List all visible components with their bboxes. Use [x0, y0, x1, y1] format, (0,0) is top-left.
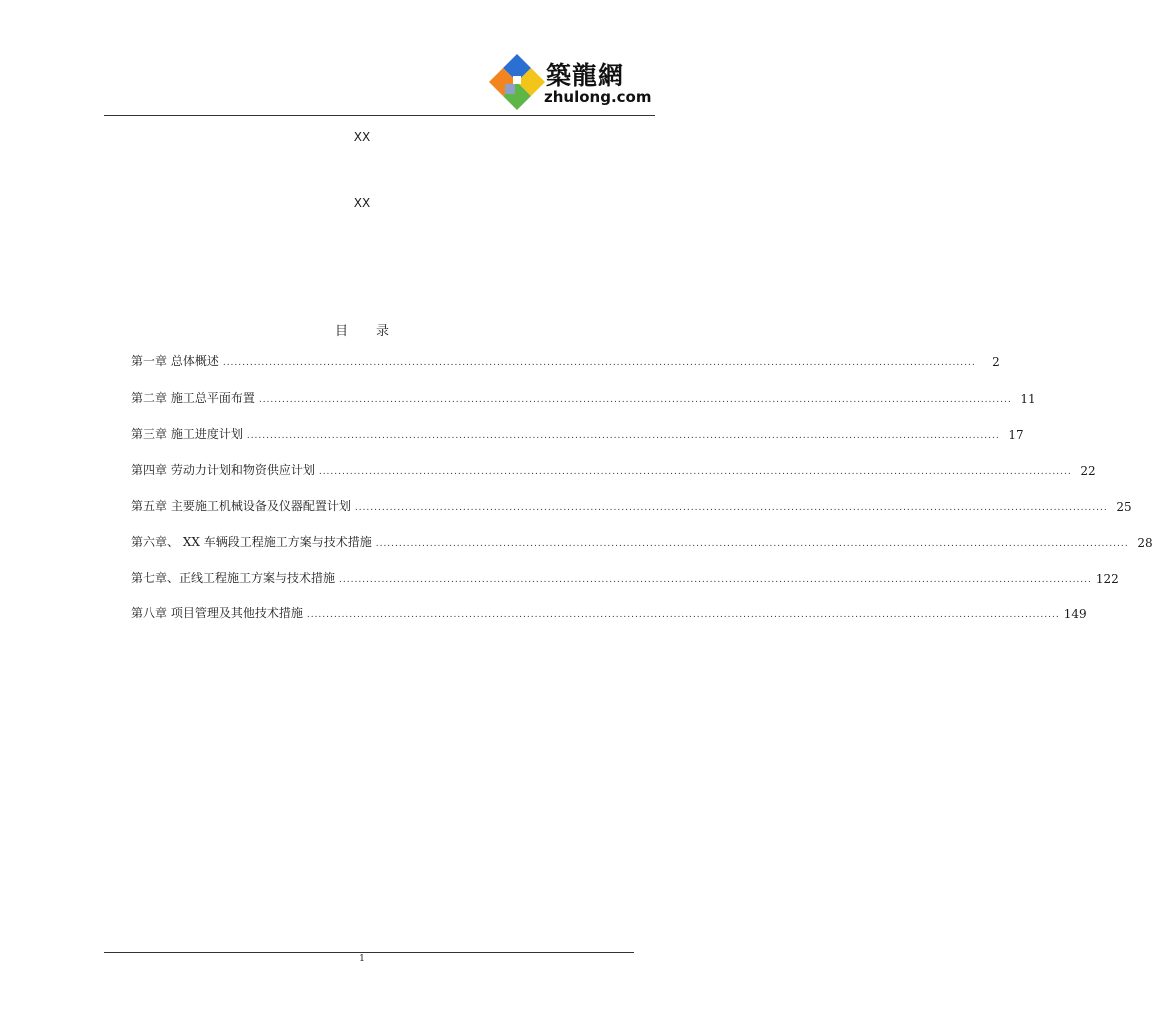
- toc-entry-label: 第三章 施工进度计划: [131, 427, 243, 441]
- header-divider: [104, 115, 655, 116]
- toc-leader-dots: ...................................................................................................................................................................................................: [375, 539, 1129, 549]
- toc-entry-label: 第一章 总体概述: [131, 354, 219, 368]
- toc-entry-label: 第八章 项目管理及其他技术措施: [131, 606, 303, 620]
- document-title-line-2: XX: [353, 196, 371, 210]
- toc-entry[interactable]: [131, 462, 1096, 478]
- toc-leader-dots: ...................................................................................................................................................................................................: [339, 575, 1092, 585]
- toc-entry-label: 第六章、 XX 车辆段工程施工方案与技术措施: [131, 535, 372, 549]
- toc-entry-page: 17: [1008, 428, 1024, 442]
- logo-english-text: zhulong.com: [544, 88, 652, 106]
- toc-entry-page: 2: [992, 355, 1000, 369]
- toc-leader-dots: ...................................................................................................................................................................................................: [318, 467, 1072, 477]
- toc-entry[interactable]: [131, 570, 1119, 586]
- toc-heading-right: 录: [376, 324, 390, 339]
- page-number: 1: [359, 954, 365, 964]
- toc-leader-dots: ...................................................................................................................................................................................................: [246, 431, 1000, 441]
- toc-leader-dots: ...................................................................................................................................................................................................: [306, 610, 1060, 620]
- toc-heading: [0, 320, 724, 339]
- logo-chinese-text: 築龍網: [546, 61, 625, 90]
- toc-entry-page: 149: [1063, 607, 1087, 621]
- toc-entry-label: 第二章 施工总平面布置: [131, 391, 255, 405]
- toc-entry[interactable]: [131, 534, 1153, 550]
- document-title-line-1: XX: [353, 130, 371, 144]
- zhulong-logo: [489, 50, 653, 112]
- toc-entry[interactable]: [131, 498, 1132, 514]
- toc-entry-page: 22: [1080, 464, 1096, 478]
- toc-entry[interactable]: [131, 390, 1036, 406]
- toc-entry-label: 第四章 劳动力计划和物资供应计划: [131, 463, 315, 477]
- toc-entry-label: 第五章 主要施工机械设备及仪器配置计划: [131, 499, 351, 513]
- toc-leader-dots: ...................................................................................................................................................................................................: [222, 358, 976, 368]
- toc-entry[interactable]: [131, 353, 1000, 369]
- toc-entry-label: 第七章、正线工程施工方案与技术措施: [131, 571, 336, 585]
- footer-divider: [104, 952, 634, 953]
- toc-heading-left: 目: [334, 324, 348, 339]
- toc-entry-page: 28: [1137, 536, 1153, 550]
- toc-entry[interactable]: [131, 605, 1087, 621]
- zhulong-logo-icon: [489, 50, 545, 112]
- toc-entry-page: 11: [1020, 392, 1036, 406]
- toc-entry[interactable]: [131, 426, 1024, 442]
- toc-leader-dots: ...................................................................................................................................................................................................: [258, 395, 1012, 405]
- toc-leader-dots: ...................................................................................................................................................................................................: [354, 503, 1108, 513]
- toc-entry-page: 122: [1095, 572, 1119, 586]
- toc-entry-page: 25: [1116, 500, 1132, 514]
